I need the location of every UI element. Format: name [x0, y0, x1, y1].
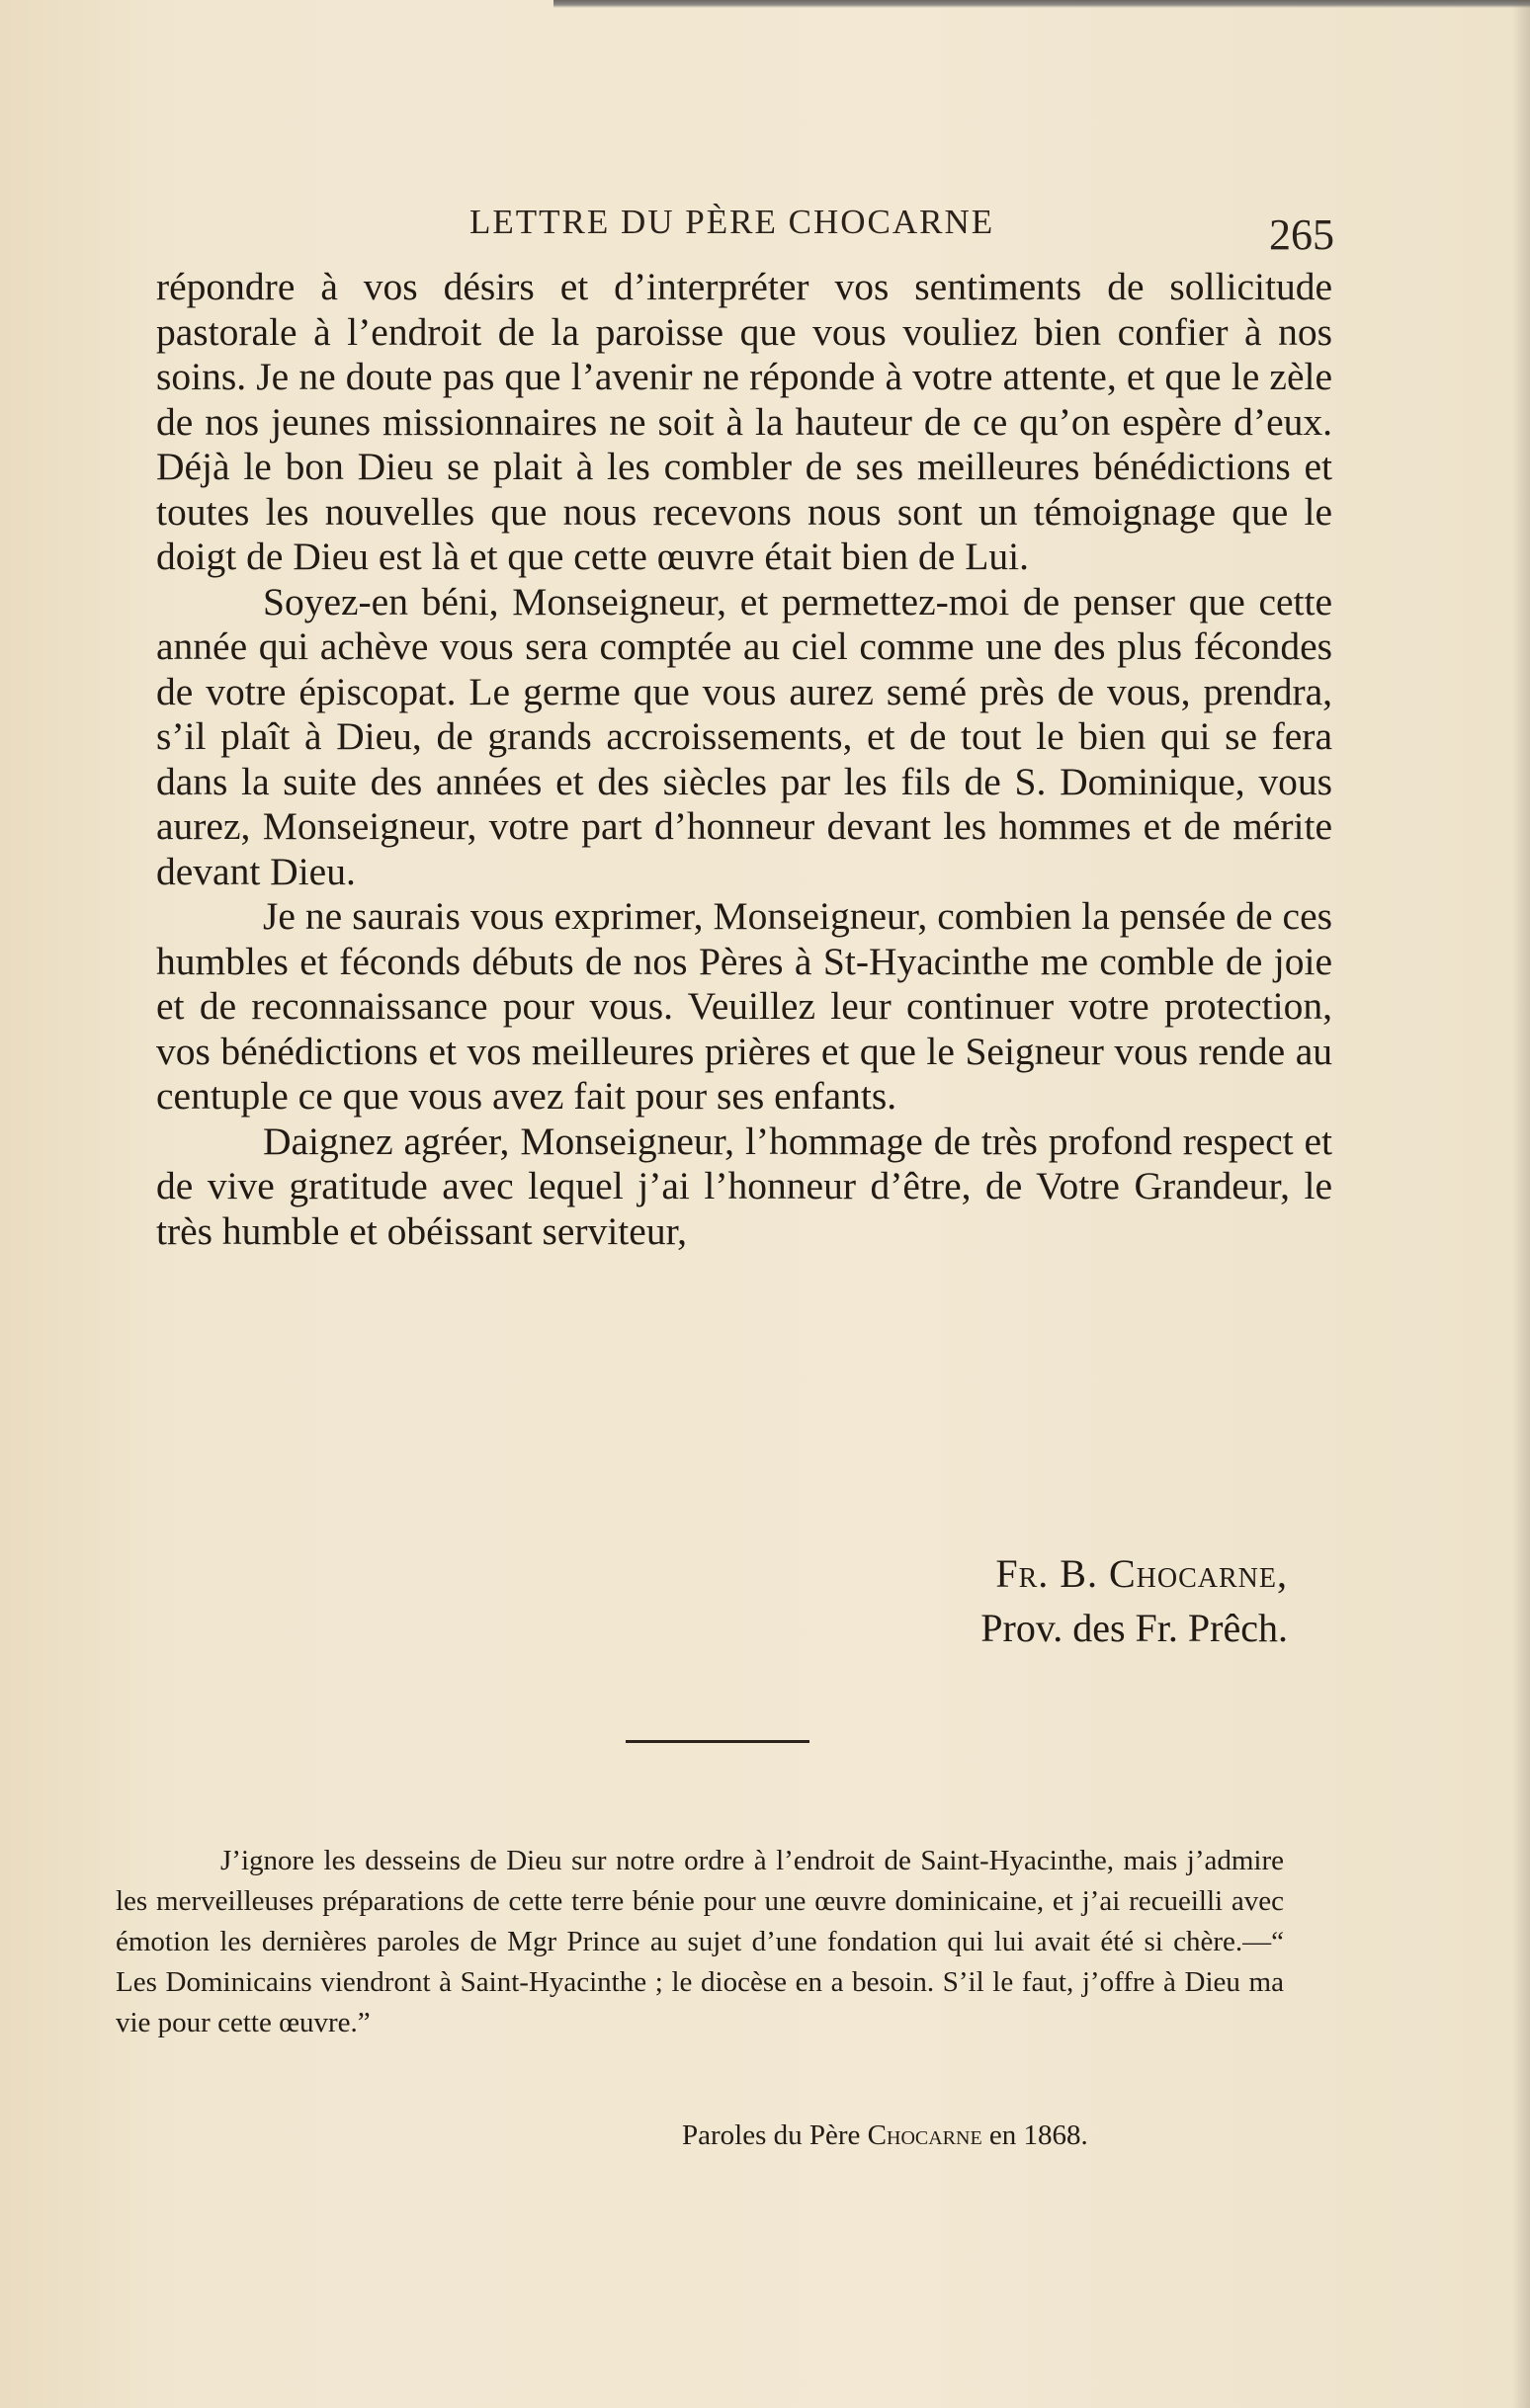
attribution-prefix: Paroles du Père — [682, 2119, 861, 2151]
footnote — [116, 1841, 1284, 2043]
page-number: 265 — [1269, 210, 1334, 259]
body-paragraph: répondre à vos désirs et d’interpréter vos sentiments de sollicitude pastorale à l’endroit de la paroisse que vous vouliez bien confier à nos soins. Je ne doute pas que l’avenir ne réponde à votre attente, et que le zèle de nos jeunes missionnaires ne soit à la hauteur de ce qu’on espère d’eux. Déjà le bon Dieu se plait à les combler de ses meilleures bénédictions et toutes les nouvelles que nous recevons nous sont un témoignage que le doigt de Dieu est là et que cette œuvre était bien de Lui. — [156, 265, 1332, 578]
letter-body — [156, 265, 1332, 1254]
footnote-text: J’ignore les desseins de Dieu sur notre ordre à l’endroit de Saint-Hyacinthe, mais j’admire les merveilleuses préparations de cette terre bénie pour une œuvre dominicaine, et j’ai recueilli avec émotion les dernières paroles de Mgr Prince au sujet d’une fondation qui lui avait été si chère.—“ Les Dominicains viendront à Saint-Hyacinthe ; le diocèse en a besoin. S’il le faut, j’offre à Dieu ma vie pour cette œuvre.” — [116, 1845, 1284, 2038]
attribution-suffix: en 1868. — [988, 2119, 1088, 2151]
body-paragraph: Soyez-en béni, Monseigneur, et permettez-moi de penser que cette année qui achève vous sera comptée au ciel comme une des plus fécondes de votre épiscopat. Le germe que vous aurez semé près de vous, prendra, s’il plaît à Dieu, de grands accroissements, et de tout le bien qui se fera dans la suite des années et des siècles par les fils de S. Dominique, vous aurez, Monseigneur, votre part d’honneur devant les hommes et de mérite devant Dieu. — [156, 579, 1332, 893]
signature-block — [980, 1546, 1288, 1655]
signature-title: Prov. des Fr. Prêch. — [980, 1606, 1288, 1650]
page-right-edge-shadow — [1512, 0, 1530, 2408]
attribution-name: Chocarne — [867, 2119, 982, 2151]
signature-name: Fr. B. Chocarne, — [995, 1551, 1288, 1596]
page-top-edge-shadow — [553, 0, 1530, 8]
section-divider — [626, 1740, 809, 1743]
running-title: LETTRE DU PÈRE CHOCARNE — [469, 203, 995, 241]
footnote-attribution — [682, 2119, 1088, 2152]
body-paragraph: Je ne saurais vous exprimer, Monseigneur, combien la pensée de ces humbles et féconds débuts de nos Pères à St-Hyacinthe me comble de joie et de reconnaissance pour vous. Veuillez leur continuer votre protection, vos bénédictions et vos meilleures prières et que le Seigneur vous rende au centuple ce que vous avez fait pour ses enfants. — [156, 894, 1332, 1118]
body-paragraph: Daignez agréer, Monseigneur, l’hommage de très profond respect et de vive gratitude avec lequel j’ai l’honneur d’être, de Votre Grandeur, le très humble et obéissant serviteur, — [156, 1119, 1332, 1253]
